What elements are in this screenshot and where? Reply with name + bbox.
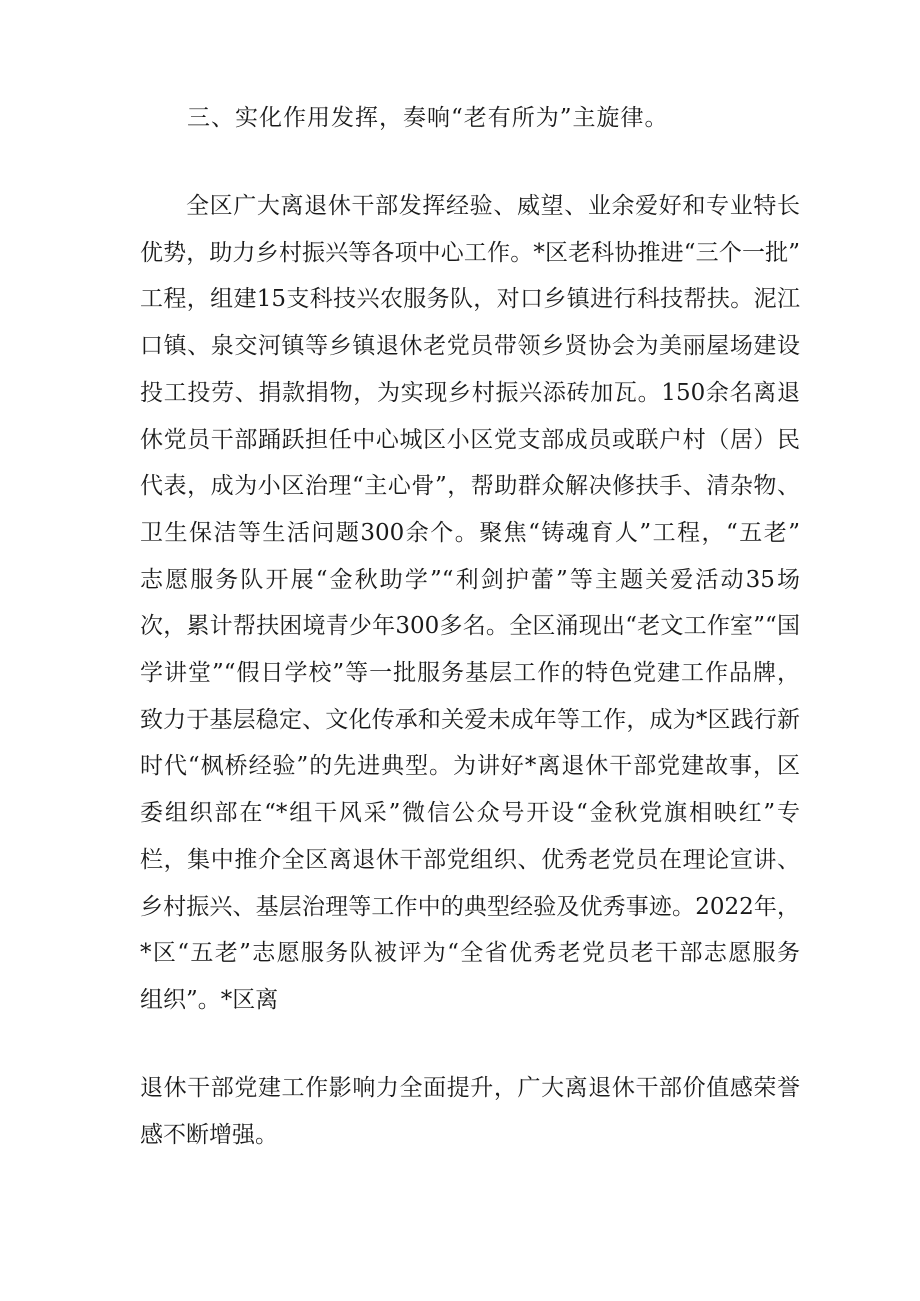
paragraph-line: 学讲堂”“假日学校”等一批服务基层工作的特色党建工作品牌，: [140, 660, 800, 687]
paragraph-line: 全区广大离退休干部发挥经验、威望、业余爱好和专业特长: [186, 193, 800, 219]
paragraph-line: 乡村振兴、基层治理等工作中的典型经验及优秀事迹。2022年，: [140, 893, 800, 920]
paragraph-line: 致力于基层稳定、文化传承和关爱未成年等工作，成为*区践行新: [140, 706, 800, 733]
paragraph-line: 卫生保洁等生活问题300余个。聚焦“铸魂育人”工程，“五老”: [140, 519, 800, 546]
paragraph-line: 工程，组建15支科技兴农服务队，对口乡镇进行科技帮扶。泥江: [140, 286, 800, 313]
paragraph-line: 时代“枫桥经验”的先进典型。为讲好*离退休干部党建故事，区: [140, 753, 800, 780]
paragraph-line: 次，累计帮扶困境青少年300多名。全区涌现出“老文工作室”“国: [140, 613, 800, 640]
paragraph-line: 栏，集中推介全区离退休干部党组织、优秀老党员在理论宣讲、: [140, 846, 800, 873]
paragraph-line: 感不断增强。: [140, 1122, 278, 1148]
paragraph-line: 优势，助力乡村振兴等各项中心工作。*区老科协推进“三个一批”: [140, 239, 800, 266]
paragraph-line: 组织”。*区离: [140, 986, 279, 1013]
paragraph-line: 代表，成为小区治理“主心骨”，帮助群众解决修扶手、清杂物、: [140, 473, 800, 500]
paragraph-continuation: [140, 1065, 800, 1159]
paragraph-line: 休党员干部踊跃担任中心城区小区党支部成员或联户村（居）民: [140, 426, 800, 453]
paragraph-line: 口镇、泉交河镇等乡镇退休老党员带领乡贤协会为美丽屋场建设: [140, 333, 800, 360]
paragraph-line: 志愿服务队开展“金秋助学”“利剑护蕾”等主题关爱活动35场: [140, 566, 800, 593]
paragraph-line: 退休干部党建工作影响力全面提升，广大离退休干部价值感荣誉: [140, 1075, 800, 1101]
body-paragraph: [140, 183, 800, 1024]
paragraph-line: 委组织部在“*组干风采”微信公众号开设“金秋党旗相映红”专: [140, 800, 800, 827]
paragraph-line: *区“五老”志愿服务队被评为“全省优秀老党员老干部志愿服务: [140, 940, 800, 967]
paragraph-line: 投工投劳、捐款捐物，为实现乡村振兴添砖加瓦。150余名离退: [140, 379, 800, 406]
section-heading: 三、实化作用发挥，奏响“老有所为”主旋律。: [187, 105, 669, 131]
